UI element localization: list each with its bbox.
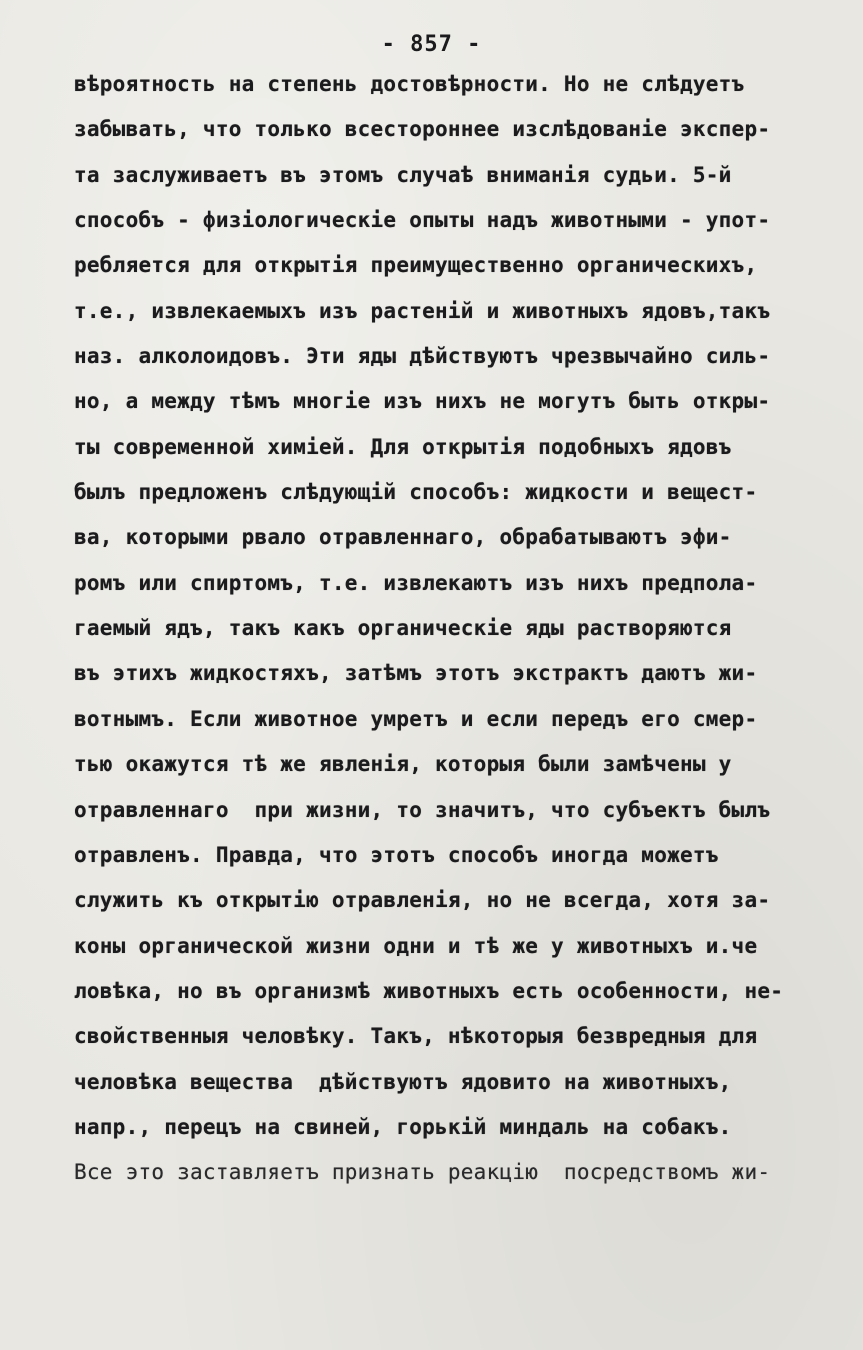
text-line: напр., перецъ на свиней, горькій миндаль на собакъ. [74, 1114, 732, 1139]
page-number: - 857 - [381, 32, 482, 57]
text-line: отравленъ. Правда, что этотъ способъ иногда можетъ [74, 842, 719, 867]
text-line: свойственныя человѣку. Такъ, нѣкоторыя безвредныя для [74, 1024, 758, 1049]
text-line: тью окажутся тѣ же явленія, которыя были замѣчены у [74, 752, 732, 777]
text-line: способъ - физiологическiе опыты надъ животными - упот- [74, 208, 771, 233]
text-line: отравленнаго при жизни, то значитъ, что субъектъ былъ [74, 797, 771, 822]
text-line: гаемый ядъ, такъ какъ органическіе яды растворяются [74, 616, 732, 641]
text-line: вотнымъ. Если животное умретъ и если передъ его смер- [74, 706, 758, 731]
text-line: забывать, что только всестороннее изслѣдованіе экспер- [74, 117, 771, 142]
text-line: т.е., извлекаемыхъ изъ растеній и животныхъ ядовъ,такъ [74, 298, 771, 323]
text-line: былъ предложенъ слѣдующій способъ: жидкости и вещест- [74, 480, 758, 505]
text-line: ромъ или спиртомъ, т.е. извлекаютъ изъ нихъ предпола- [74, 570, 758, 595]
text-line: ты современной химіей. Для открытія подобныхъ ядовъ [74, 434, 732, 459]
text-line: коны органической жизни одни и тѣ же у животныхъ и.че [74, 933, 758, 958]
text-line: но, а между тѣмъ многіе изъ нихъ не могутъ быть откры- [74, 389, 771, 414]
document-body-text [74, 62, 854, 1196]
text-line: въ этихъ жидкостяхъ, затѣмъ этотъ экстрактъ даютъ жи- [74, 661, 758, 686]
text-line: наз. алколоидовъ. Эти яды дѣйствуютъ чрезвычайно силь- [74, 344, 771, 369]
text-line: служить къ открытію отравленія, но не всегда, хотя за- [74, 888, 771, 913]
text-line: та заслуживаетъ въ этомъ случаѣ вниманія судьи. 5-й [74, 162, 732, 187]
text-line: Все это заставляетъ признать реакцію посредствомъ жи- [74, 1160, 771, 1185]
text-line: человѣка вещества дѣйствуютъ ядовито на животныхъ, [74, 1069, 732, 1094]
text-line: ва, которыми рвало отравленнаго, обрабатываютъ эфи- [74, 525, 732, 550]
text-line: ловѣка, но въ организмѣ животныхъ есть особенности, не- [74, 978, 784, 1003]
text-line: ребляется для открытія преимущественно органическихъ, [74, 253, 758, 278]
text-line: вѣроятность на степень достовѣрности. Но не слѣдуетъ [74, 72, 745, 96]
